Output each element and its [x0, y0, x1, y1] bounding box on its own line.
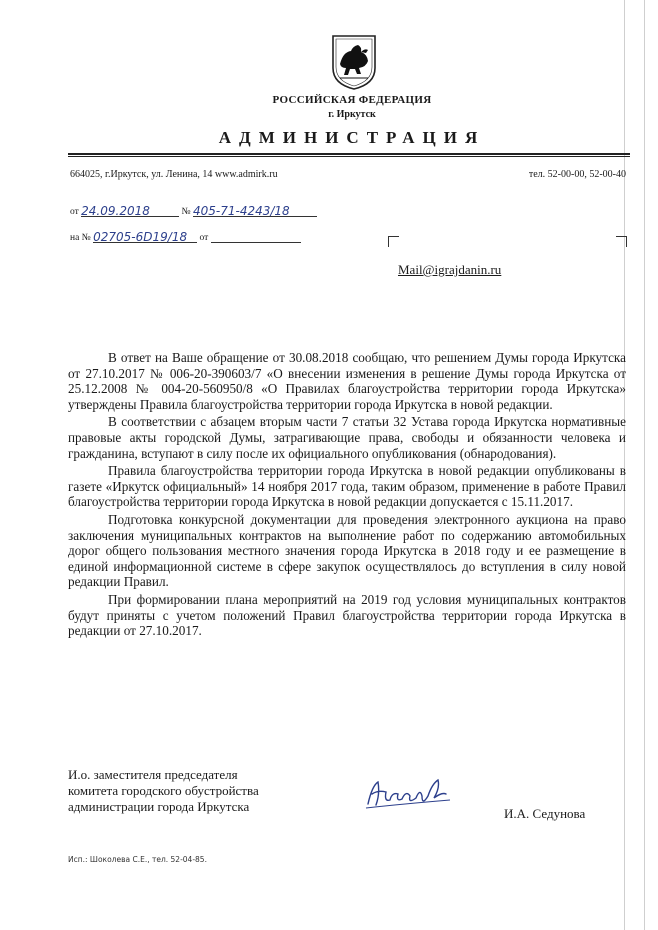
reference-number-sign: №	[181, 207, 191, 217]
address-corner-mark	[388, 236, 399, 247]
reference-on-line	[70, 230, 301, 243]
letterhead-rule	[68, 156, 630, 157]
signatory-title-line: И.о. заместителя председателя	[68, 767, 238, 782]
reference-on-value: 02705-6D19/18	[93, 230, 188, 244]
body-paragraph: В ответ на Ваше обращение от 30.08.2018 сообщаю, что решением Думы города Иркутска от 27.10.2017 № 006-20-390603/7 «О внесении изменения в решение Думы города Иркутска от 25.12.2008 № 004-20-560950/8 «О Правилах благоустройства территории города Иркутска» утверждены Правила благоустройства территории города Иркутска в новой редакции.	[68, 350, 626, 412]
reference-date-field	[81, 204, 179, 217]
scan-edge-line	[644, 0, 645, 930]
handwritten-signature-icon	[362, 774, 460, 812]
letterhead-address: 664025, г.Иркутск, ул. Ленина, 14 www.admirk.ru	[70, 169, 278, 180]
letterhead-org: АДМИНИСТРАЦИЯ	[218, 128, 486, 147]
reference-number-value: 405-71-4243/18	[192, 204, 290, 218]
signatory-title-line: комитета городского обустройства	[68, 783, 259, 798]
signatory-title-line: администрации города Иркутска	[68, 799, 250, 814]
reference-on-suffix: от	[199, 233, 209, 243]
irkutsk-coat-of-arms-icon	[331, 34, 377, 90]
body-paragraph: Подготовка конкурсной документации для проведения электронного аукциона на право заключения муниципальных контрактов на выполнение работ по содержанию автомобильных дорог общего пользования местного значения города Иркутска в 2018 году и ее размещение в единой информационной системе в сфере закупок осуществлялось до вступления в силу новой редакции Правил.	[68, 511, 626, 590]
body-paragraph: Правила благоустройства территории города Иркутска в новой редакции опубликованы в газете «Иркутск официальный» 14 ноября 2017 года, таким образом, применение в работе Правил благоустройства территории города Иркутска в новой редакции допускается с 15.11.2017.	[68, 463, 626, 510]
body-paragraph: В соответствии с абзацем вторым части 7 статьи 32 Устава города Иркутска нормативные правовые акты городской Думы, затрагивающие права, свободы и обязанности человека и гражданина, вступают в силу после их официального опубликования (обнародования).	[68, 414, 626, 461]
reference-on-prefix: на №	[70, 233, 91, 243]
letter-body	[68, 350, 626, 641]
letterhead-country: РОССИЙСКАЯ ФЕДЕРАЦИЯ	[272, 94, 432, 106]
reference-date-prefix: от	[70, 207, 79, 217]
reference-on-field	[93, 230, 197, 243]
reference-number-field	[193, 204, 317, 217]
signatory-title	[68, 767, 259, 815]
letterhead-city: г. Иркутск	[328, 109, 376, 120]
executor-footer: Исп.: Шоколева С.Е., тел. 52-04-85.	[68, 855, 207, 864]
signatory-name: И.А. Седунова	[504, 806, 586, 821]
recipient-email: Mail@igrajdanin.ru	[398, 262, 502, 277]
letterhead-rule	[68, 153, 630, 155]
address-corner-mark	[616, 236, 627, 247]
reference-date-line	[70, 204, 317, 217]
reference-on-date-field	[211, 230, 301, 243]
reference-date-value: 24.09.2018	[81, 204, 150, 218]
letterhead-phone: тел. 52-00-00, 52-00-40	[528, 169, 626, 180]
body-paragraph: При формировании плана мероприятий на 2019 год условия муниципальных контрактов будут приняты с учетом положений Правил благоустройства территории города Иркутска в редакции от 27.10.2017.	[68, 591, 626, 639]
